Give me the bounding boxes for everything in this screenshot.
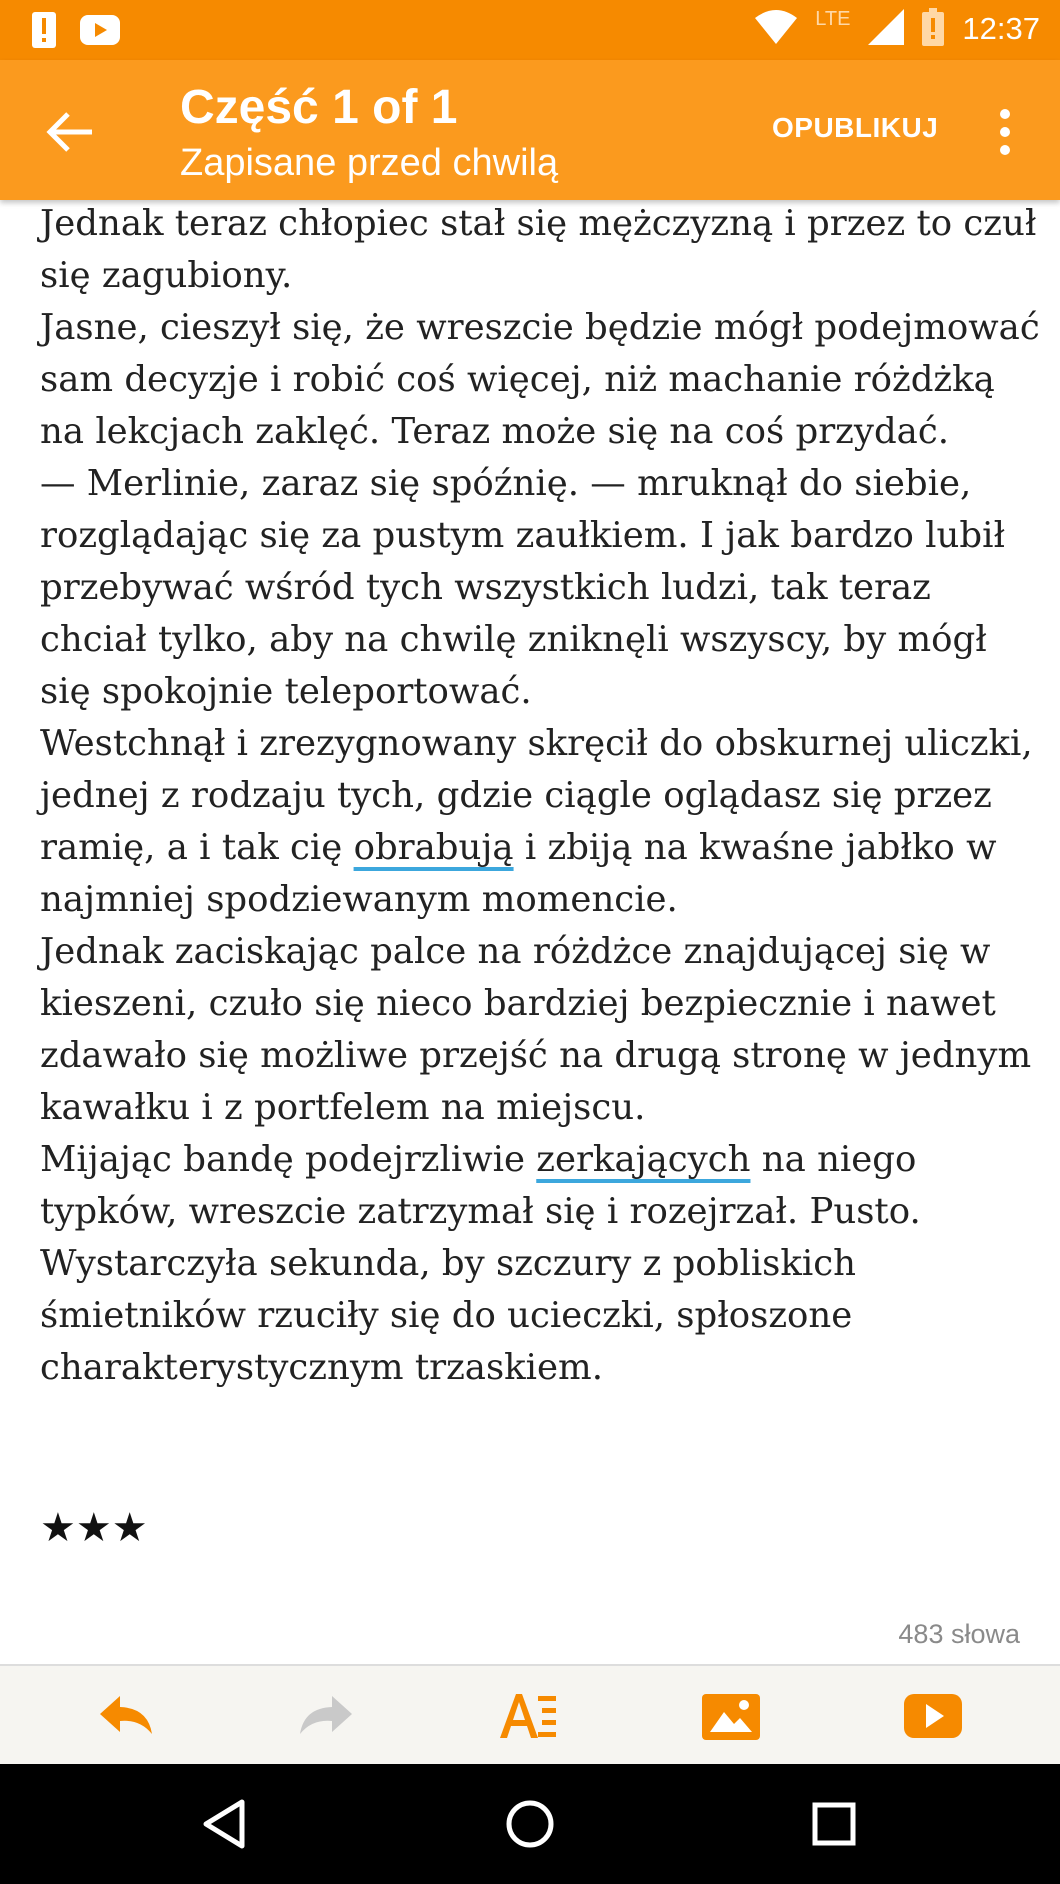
wifi-icon — [755, 10, 797, 48]
paragraph: Mijając bandę podejrzliwie zerkających na niego typków, wreszcie zatrzymał się i rozejrzał. Pusto. Wystarczyła sekunda, by szczury z pobliskich śmietników rzuciły się do ucieczki, spłoszone charakterystycznym trzaskiem. — [40, 1139, 921, 1388]
save-status: Zapisane przed chwilą — [180, 142, 559, 184]
home-circle-icon — [502, 1796, 558, 1852]
redo-icon — [296, 1688, 356, 1744]
insert-video-icon — [902, 1688, 964, 1744]
publish-button[interactable]: OPUBLIKUJ — [772, 112, 939, 143]
undo-button[interactable] — [96, 1688, 156, 1744]
story-editor[interactable] — [40, 198, 1040, 1394]
page-title: Część 1 of 1 — [180, 81, 458, 134]
nav-recents-button[interactable] — [806, 1796, 862, 1852]
spellcheck-word[interactable]: obrabują — [353, 827, 514, 868]
status-bar — [0, 0, 1060, 60]
alert-icon — [30, 10, 58, 54]
back-button[interactable] — [40, 102, 100, 162]
paragraph: — Merlinie, zaraz się spóźnię. — mruknął do siebie, rozglądając się za pustym zaułkiem. I jak bardzo lubił przebywać wśród tych wszystkich ludzi, tak teraz chciał tylko, aby na chwilę zniknęli wszyscy, by mógł się spokojnie teleportować. — [40, 463, 1005, 712]
text-format-icon — [498, 1688, 560, 1744]
redo-button[interactable] — [296, 1688, 356, 1744]
arrow-left-icon — [40, 102, 100, 162]
insert-image-button[interactable] — [700, 1688, 760, 1744]
word-count: 483 słowa — [898, 1619, 1020, 1649]
youtube-icon — [80, 15, 120, 49]
network-type: LTE — [815, 7, 851, 30]
signal-icon — [868, 9, 904, 49]
text-format-button[interactable] — [498, 1688, 558, 1744]
app-bar — [0, 60, 1060, 200]
paragraph: Jednak teraz chłopiec stał się mężczyzną i przez to czuł się zagubiony. — [40, 203, 1037, 296]
insert-image-icon — [700, 1688, 762, 1744]
spellcheck-word[interactable]: zerkających — [536, 1139, 751, 1180]
back-triangle-icon — [198, 1796, 254, 1852]
nav-back-button[interactable] — [198, 1796, 254, 1852]
paragraph: Westchnął i zrezygnowany skręcił do obskurnej uliczki, jednej z rodzaju tych, gdzie ciągle oglądasz się przez ramię, a i tak cię obrabują i zbiją na kwaśne jabłko w najmniej spodziewanym momencie. — [40, 723, 1033, 920]
status-time: 12:37 — [962, 11, 1040, 46]
paragraph: Jasne, cieszył się, że wreszcie będzie mógł podejmować sam decyzje i robić coś więcej, niż machanie różdżką na lekcjach zaklęć. Teraz może się na coś przydać. — [40, 307, 1040, 452]
more-vert-icon — [990, 104, 1020, 160]
battery-alert-icon — [922, 8, 944, 50]
recents-square-icon — [806, 1796, 862, 1852]
paragraph: Jednak zaciskając palce na różdżce znajdującej się w kieszeni, czuło się nieco bardziej bezpiecznie i nawet zdawało się możliwe przejść na drugą stronę w jednym kawałku i z portfelem na miejscu. — [40, 931, 1032, 1128]
scene-separator: ★★★ — [40, 1505, 148, 1551]
more-options-button[interactable] — [990, 104, 1020, 160]
system-nav-bar — [0, 1764, 1060, 1884]
insert-video-button[interactable] — [902, 1688, 962, 1744]
editor-toolbar — [0, 1664, 1060, 1766]
undo-icon — [96, 1688, 156, 1744]
nav-home-button[interactable] — [502, 1796, 558, 1852]
